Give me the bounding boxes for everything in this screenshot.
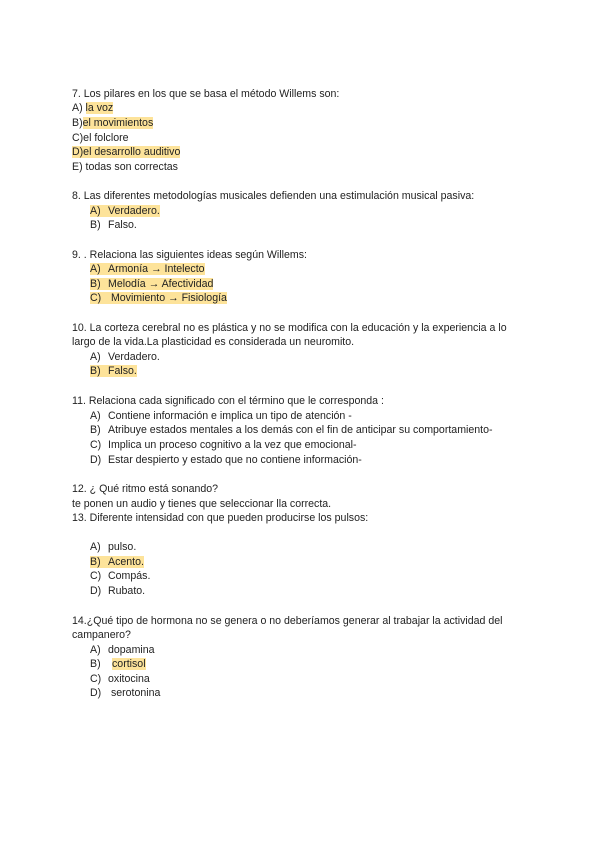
highlight: B) Falso.	[90, 365, 137, 377]
q7-option-e: E) todas son correctas	[72, 161, 178, 173]
highlight: la voz	[85, 102, 114, 114]
q7-option-a: A) la voz	[72, 102, 114, 114]
q9-option-b	[90, 277, 213, 291]
highlight: B) Melodía → Afectividad	[90, 278, 214, 290]
highlight: cortisol	[112, 658, 146, 670]
q11-option-d: D) Estar despierto y estado que no contiene información-	[90, 454, 362, 466]
q10-option-b	[90, 364, 137, 378]
question-11: 11. Relaciona cada significado con el término que le corresponda :	[72, 395, 384, 407]
q13-option-c: C) Compás.	[90, 570, 151, 582]
question-10-line-2: largo de la vida.La plasticidad es considerada un neuromito.	[72, 336, 355, 348]
q14-option-a: A) dopamina	[90, 644, 155, 656]
q8-option-b: B) Falso.	[90, 219, 137, 231]
q13-option-d: D) Rubato.	[90, 585, 146, 597]
highlight: B) Acento.	[90, 556, 144, 568]
q9-option-c	[90, 291, 227, 305]
question-7: 7. Los pilares en los que se basa el método Willems son:	[72, 88, 340, 100]
q14-option-d: D) serotonina	[90, 687, 161, 699]
q10-option-a: A) Verdadero.	[90, 351, 160, 363]
q7-option-c: C)el folclore	[72, 132, 129, 144]
question-12-note: te ponen un audio y tienes que seleccionar lla correcta.	[72, 498, 332, 510]
question-14-line-1: 14.¿Qué tipo de hormona no se genera o no deberíamos generar al trabajar la actividad del	[72, 615, 503, 627]
highlight: A) Armonía → Intelecto	[90, 263, 205, 275]
q13-option-a: A) pulso.	[90, 541, 137, 553]
highlight: el movimientos	[82, 117, 154, 129]
q9-option-a	[90, 262, 205, 276]
q7-option-d	[72, 145, 180, 159]
q11-option-b: B) Atribuye estados mentales a los demás con el fin de anticipar su comportamiento-	[90, 424, 493, 436]
q14-option-c: C) oxitocina	[90, 673, 150, 685]
q11-option-a: A) Contiene información e implica un tipo de atención -	[90, 410, 352, 422]
highlight: A) Verdadero.	[90, 205, 160, 217]
highlight: D)el desarrollo auditivo	[72, 146, 181, 158]
q14-option-b: B) cortisol	[90, 658, 146, 670]
q11-option-c: C) Implica un proceso cognitivo a la vez que emocional-	[90, 439, 357, 451]
question-10-line-1: 10. La corteza cerebral no es plástica y no se modifica con la educación y la experiencia a lo	[72, 322, 507, 334]
highlight: C) Movimiento → Fisiología	[90, 292, 227, 304]
question-9: 9. . Relaciona las siguientes ideas según Willems:	[72, 249, 307, 261]
q7-option-b: B)el movimientos	[72, 117, 154, 129]
question-8: 8. Las diferentes metodologías musicales defienden una estimulación musical pasiva:	[72, 190, 475, 202]
question-12: 12. ¿ Qué ritmo está sonando?	[72, 483, 219, 495]
q8-option-a	[90, 204, 160, 218]
question-14-line-2: campanero?	[72, 629, 131, 641]
question-13: 13. Diferente intensidad con que pueden producirse los pulsos:	[72, 512, 369, 524]
q13-option-b	[90, 555, 144, 569]
